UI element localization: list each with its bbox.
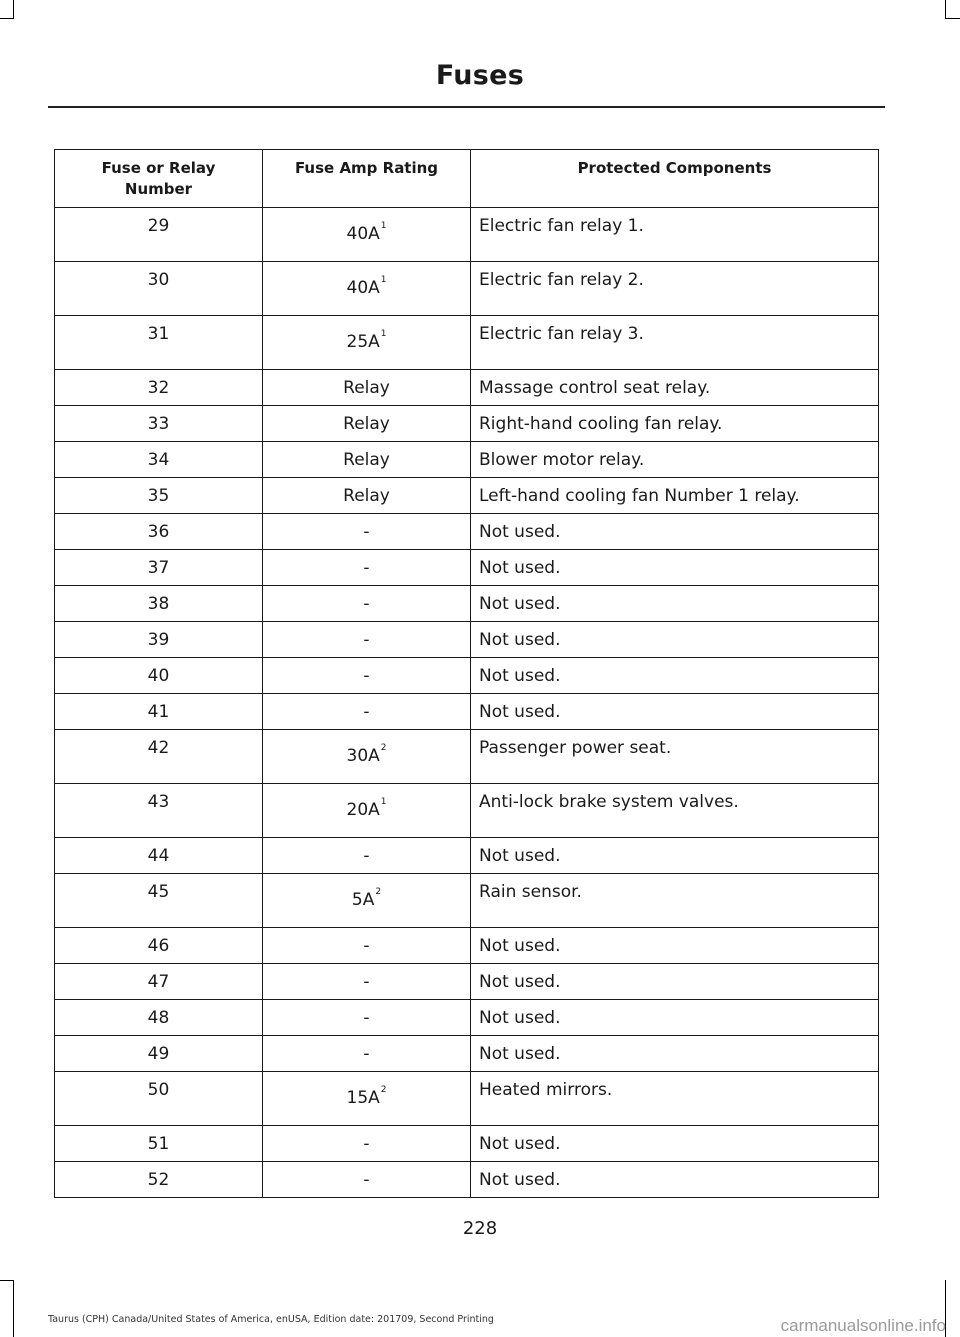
- amp-value: -: [363, 630, 370, 650]
- footnote-marker: 1: [380, 221, 387, 231]
- fuse-amp-rating: [263, 838, 471, 874]
- title-divider: [48, 106, 885, 108]
- table-row: [55, 1126, 879, 1162]
- fuse-amp-rating: [263, 658, 471, 694]
- fuse-amp-rating: [263, 694, 471, 730]
- table-row: [55, 208, 879, 262]
- fuse-number: 34: [55, 442, 263, 478]
- protected-component: Electric fan relay 1.: [471, 208, 879, 262]
- table-row: [55, 928, 879, 964]
- amp-value: 40A: [346, 224, 380, 244]
- table-row: [55, 514, 879, 550]
- fuse-amp-rating: [263, 370, 471, 406]
- fuse-number: 38: [55, 586, 263, 622]
- fuse-amp-rating: [263, 1126, 471, 1162]
- fuse-number: 45: [55, 874, 263, 928]
- amp-value: -: [363, 1008, 370, 1028]
- footnote-marker: 2: [380, 1085, 387, 1095]
- fuse-number: 33: [55, 406, 263, 442]
- table-row: [55, 478, 879, 514]
- fuse-number: 37: [55, 550, 263, 586]
- table-row: [55, 730, 879, 784]
- amp-value: 20A: [346, 800, 380, 820]
- amp-value: -: [363, 846, 370, 866]
- fuse-number: 42: [55, 730, 263, 784]
- protected-component: Not used.: [471, 622, 879, 658]
- footnote-marker: 2: [375, 887, 382, 897]
- fuse-table: [54, 149, 879, 1198]
- protected-component: Heated mirrors.: [471, 1072, 879, 1126]
- fuse-number: 36: [55, 514, 263, 550]
- table-row: [55, 622, 879, 658]
- page-number: 228: [462, 1218, 498, 1239]
- protected-component: Right-hand cooling fan relay.: [471, 406, 879, 442]
- watermark: carmanualsonline.info: [780, 1316, 946, 1335]
- protected-component: Not used.: [471, 586, 879, 622]
- table-row: [55, 784, 879, 838]
- fuse-amp-rating: [263, 1162, 471, 1198]
- amp-value: 30A: [346, 746, 380, 766]
- amp-value: Relay: [343, 450, 390, 470]
- amp-value: 15A: [346, 1088, 380, 1108]
- protected-component: Rain sensor.: [471, 874, 879, 928]
- table-row: [55, 964, 879, 1000]
- protected-component: Electric fan relay 2.: [471, 262, 879, 316]
- amp-value: Relay: [343, 486, 390, 506]
- protected-component: Not used.: [471, 658, 879, 694]
- table-row: [55, 1000, 879, 1036]
- fuse-amp-rating: [263, 1072, 471, 1126]
- protected-component: Not used.: [471, 1000, 879, 1036]
- fuse-amp-rating: [263, 262, 471, 316]
- fuse-number: 41: [55, 694, 263, 730]
- table-row: [55, 694, 879, 730]
- fuse-amp-rating: [263, 730, 471, 784]
- crop-mark-bottom-left-v: [13, 1280, 14, 1337]
- table-row: [55, 838, 879, 874]
- protected-component: Not used.: [471, 964, 879, 1000]
- protected-component: Not used.: [471, 1126, 879, 1162]
- amp-value: 25A: [346, 332, 380, 352]
- page-title: Fuses: [435, 60, 525, 91]
- fuse-amp-rating: [263, 964, 471, 1000]
- table-row: [55, 370, 879, 406]
- fuse-amp-rating: [263, 442, 471, 478]
- fuse-number: 43: [55, 784, 263, 838]
- fuse-amp-rating: [263, 406, 471, 442]
- footnote-marker: 2: [380, 743, 387, 753]
- protected-component: Massage control seat relay.: [471, 370, 879, 406]
- footnote-marker: 1: [380, 275, 387, 285]
- amp-value: -: [363, 972, 370, 992]
- footnote-marker: 1: [380, 797, 387, 807]
- amp-value: -: [363, 702, 370, 722]
- table-row: [55, 316, 879, 370]
- column-header-components: Protected Components: [471, 150, 879, 208]
- fuse-number: 51: [55, 1126, 263, 1162]
- protected-component: Not used.: [471, 550, 879, 586]
- protected-component: Anti-lock brake system valves.: [471, 784, 879, 838]
- table-row: [55, 262, 879, 316]
- fuse-number: 40: [55, 658, 263, 694]
- fuse-amp-rating: [263, 550, 471, 586]
- column-header-number: Fuse or Relay Number: [55, 150, 263, 208]
- crop-mark-top-left-h: [0, 18, 14, 19]
- fuse-number: 29: [55, 208, 263, 262]
- protected-component: Not used.: [471, 514, 879, 550]
- fuse-number: 35: [55, 478, 263, 514]
- fuse-number: 44: [55, 838, 263, 874]
- amp-value: -: [363, 1044, 370, 1064]
- amp-value: -: [363, 558, 370, 578]
- fuse-amp-rating: [263, 316, 471, 370]
- amp-value: -: [363, 1170, 370, 1190]
- protected-component: Blower motor relay.: [471, 442, 879, 478]
- fuse-number: 30: [55, 262, 263, 316]
- crop-mark-bottom-left-h: [0, 1280, 14, 1281]
- crop-mark-top-left-v: [13, 0, 14, 18]
- footnote-marker: 1: [380, 329, 387, 339]
- table-row: [55, 874, 879, 928]
- table-row: [55, 1036, 879, 1072]
- protected-component: Left-hand cooling fan Number 1 relay.: [471, 478, 879, 514]
- table-row: [55, 442, 879, 478]
- footer-edition: Taurus (CPH) Canada/United States of America, enUSA, Edition date: 201709, Second Printing: [48, 1314, 494, 1325]
- table-row: [55, 1072, 879, 1126]
- fuse-amp-rating: [263, 586, 471, 622]
- fuse-number: 52: [55, 1162, 263, 1198]
- amp-value: -: [363, 666, 370, 686]
- table-row: [55, 586, 879, 622]
- fuse-number: 50: [55, 1072, 263, 1126]
- fuse-amp-rating: [263, 1036, 471, 1072]
- fuse-amp-rating: [263, 622, 471, 658]
- fuse-amp-rating: [263, 514, 471, 550]
- table-row: [55, 406, 879, 442]
- amp-value: 5A: [351, 890, 375, 910]
- amp-value: -: [363, 1134, 370, 1154]
- fuse-number: 48: [55, 1000, 263, 1036]
- fuse-amp-rating: [263, 784, 471, 838]
- amp-value: 40A: [346, 278, 380, 298]
- fuse-amp-rating: [263, 928, 471, 964]
- crop-mark-top-right-v: [945, 0, 946, 18]
- protected-component: Not used.: [471, 694, 879, 730]
- protected-component: Passenger power seat.: [471, 730, 879, 784]
- table-row: [55, 550, 879, 586]
- table-row: [55, 1162, 879, 1198]
- fuse-amp-rating: [263, 874, 471, 928]
- fuse-number: 31: [55, 316, 263, 370]
- protected-component: Not used.: [471, 1036, 879, 1072]
- protected-component: Not used.: [471, 838, 879, 874]
- fuse-number: 32: [55, 370, 263, 406]
- crop-mark-top-right-h: [945, 18, 960, 19]
- fuse-table-body: [55, 208, 879, 1198]
- protected-component: Electric fan relay 3.: [471, 316, 879, 370]
- fuse-number: 47: [55, 964, 263, 1000]
- table-row: [55, 658, 879, 694]
- amp-value: -: [363, 936, 370, 956]
- amp-value: -: [363, 594, 370, 614]
- fuse-amp-rating: [263, 208, 471, 262]
- fuse-amp-rating: [263, 1000, 471, 1036]
- amp-value: Relay: [343, 378, 390, 398]
- fuse-amp-rating: [263, 478, 471, 514]
- amp-value: Relay: [343, 414, 390, 434]
- fuse-number: 46: [55, 928, 263, 964]
- protected-component: Not used.: [471, 928, 879, 964]
- amp-value: -: [363, 522, 370, 542]
- table-header-row: [55, 150, 879, 208]
- fuse-number: 49: [55, 1036, 263, 1072]
- protected-component: Not used.: [471, 1162, 879, 1198]
- fuse-number: 39: [55, 622, 263, 658]
- column-header-amp-rating: Fuse Amp Rating: [263, 150, 471, 208]
